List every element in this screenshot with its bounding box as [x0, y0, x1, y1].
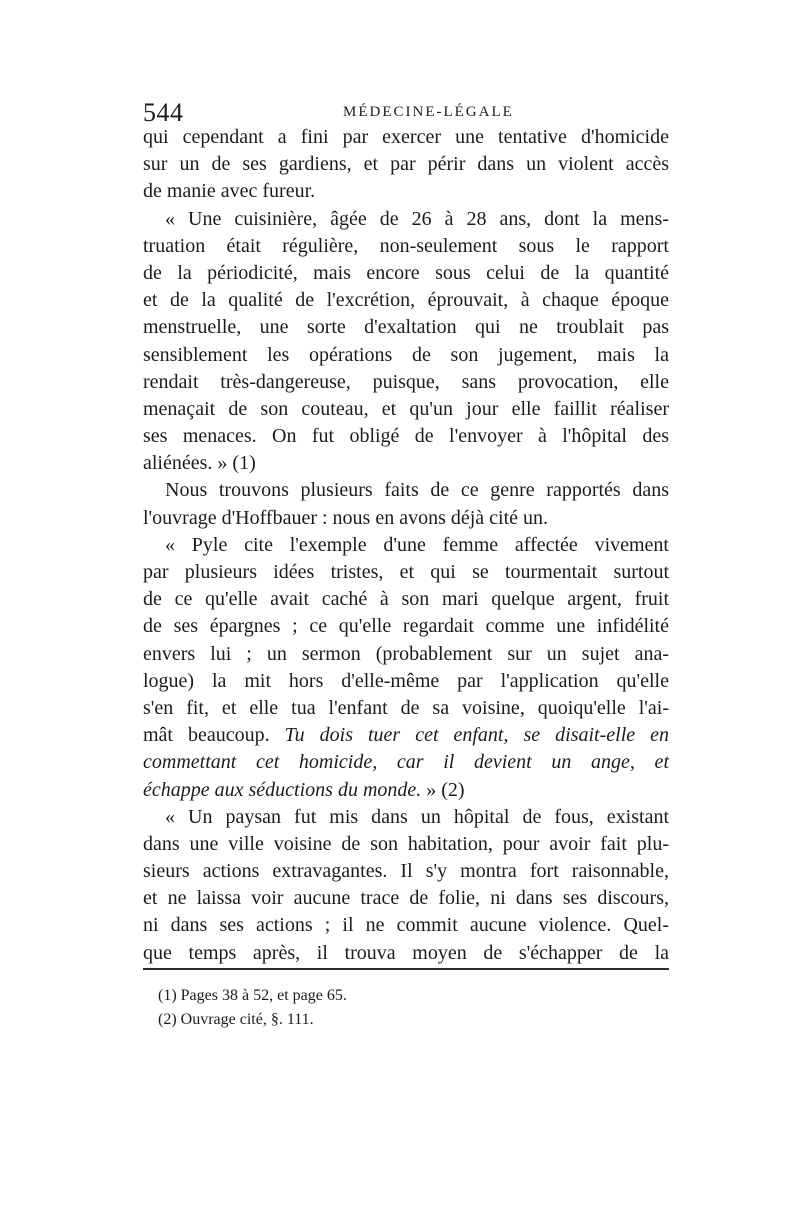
text-line: truation était régulière, non-seulement sous le rapport: [143, 234, 669, 257]
text-line: aliénées. » (1): [143, 452, 256, 475]
body-text: [143, 124, 669, 967]
text-line: sieurs actions extravagantes. Il s'y montra fort raisonnable,: [143, 860, 669, 883]
text-line: « Pyle cite l'exemple d'une femme affectée vivement: [165, 533, 669, 556]
text-line: de ses épargnes ; ce qu'elle regardait comme une infidélité: [143, 615, 669, 638]
italic-quote: échappe aux séductions du monde.: [143, 778, 422, 801]
text-line: l'ouvrage d'Hoffbauer : nous en avons déjà cité un.: [143, 506, 549, 529]
text-line: ni dans ses actions ; il ne commit aucune violence. Quel-: [143, 914, 669, 937]
text-line: dans une ville voisine de son habitation, pour avoir fait plu-: [143, 832, 669, 855]
text-line: ses menaces. On fut obligé de l'envoyer à l'hôpital des: [143, 425, 669, 448]
text-line: logue) la mit hors d'elle-même par l'application qu'elle: [143, 669, 669, 692]
text-fragment: mât beaucoup.: [143, 724, 285, 747]
text-line: Nous trouvons plusieurs faits de ce genre rapportés dans: [165, 479, 669, 502]
text-line: sensiblement les opérations de son jugement, mais la: [143, 343, 669, 366]
text-line: de manie avec fureur.: [143, 180, 316, 203]
text-line: par plusieurs idées tristes, et qui se tourmentait surtout: [143, 561, 669, 583]
text-line: menaçait de son couteau, et qu'un jour elle faillit réaliser: [143, 397, 669, 420]
text-line: s'en fit, et elle tua l'enfant de sa voisine, quoiqu'elle l'ai-: [143, 696, 669, 719]
footnote-ref: » (2): [421, 778, 465, 801]
text-line: et ne laissa voir aucune trace de folie, ni dans ses discours,: [143, 887, 669, 910]
footnote-2: (2) Ouvrage cité, §. 111.: [158, 1011, 314, 1028]
text-line: sur un de ses gardiens, et par périr dans un violent accès: [143, 153, 669, 176]
footnotes: [158, 984, 658, 1032]
text-line-mixed: [143, 722, 669, 749]
italic-quote: Tu dois tuer cet enfant, se disait-elle en: [284, 724, 669, 747]
text-line: de ce qu'elle avait caché à son mari quelque argent, fruit: [143, 588, 669, 611]
text-line: rendait très-dangereuse, puisque, sans provocation, elle: [143, 370, 669, 393]
running-title: MÉDECINE-LÉGALE: [343, 104, 514, 120]
text-line: commettant cet homicide, car il devient un ange, et: [143, 751, 669, 774]
footnote-rule: [143, 968, 669, 970]
footnote-1: (1) Pages 38 à 52, et page 65.: [158, 987, 347, 1004]
text-line: de la périodicité, mais encore sous celui de la quantité: [143, 261, 669, 284]
text-line: qui cependant a fini par exercer une tentative d'homicide: [143, 126, 669, 148]
text-line: et de la qualité de l'excrétion, éprouvait, à chaque époque: [143, 289, 669, 312]
text-line-mixed: [143, 777, 669, 804]
text-line: envers lui ; un sermon (probablement sur un sujet ana-: [143, 642, 669, 665]
text-line: « Un paysan fut mis dans un hôpital de fous, existant: [165, 805, 669, 828]
text-line: « Une cuisinière, âgée de 26 à 28 ans, dont la mens-: [165, 207, 669, 230]
text-line: menstruelle, une sorte d'exaltation qui ne troublait pas: [143, 316, 669, 339]
page-number: 544: [143, 98, 184, 127]
text-line: que temps après, il trouva moyen de s'échapper de la: [143, 941, 669, 964]
